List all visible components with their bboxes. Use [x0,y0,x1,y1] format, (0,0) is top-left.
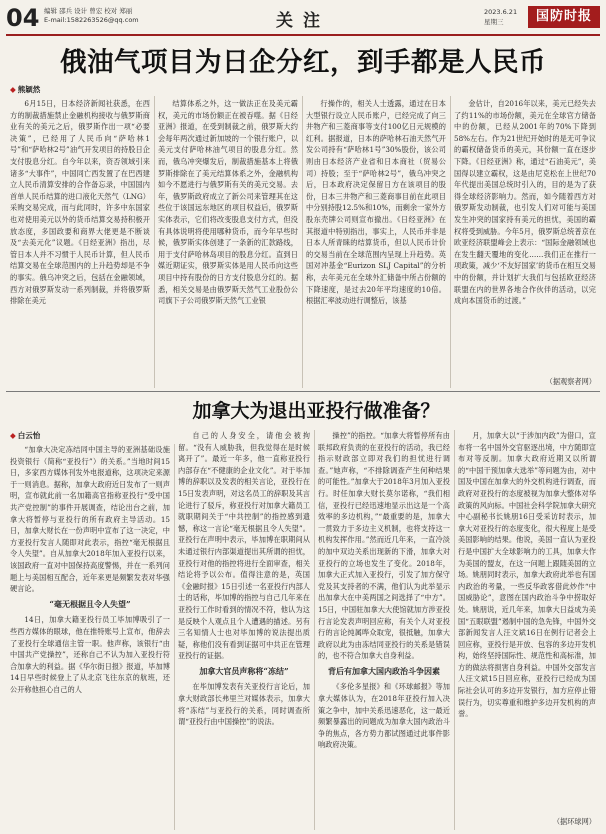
newspaper-logo: 国防时报 [528,6,600,28]
article2-column-3: 操控”的指控。“加拿大将暂停所有由联邦政府负责的在亚投行的活动，我已经指示财政部立即对我们的担忧进行调查。”她声称，“不排除调查产生何种结果的可能性。”加拿大于2018年3月加入亚投行。时任加拿大财长莫尔诺称，“我们相信，亚投行已经迅速地显示出这是一个高效率的多边机构，”“最重要的是，加拿大一贯致力于多边主义机制，也将支持这一机构发挥作用。”然而近几年来，一直冷淡的加中双边关系出现新的下滑，加拿大对亚投行的立场也发生了变化。2018年，加拿大正式加入亚投行，引发了加方保守党及其支持者的不满，他们认为此举显示出加拿大在中美两国之间选择了“中方”。15日，中国驻加拿大大使馆就加方涉亚投行言论发表声明回应称，有关个人对亚投行的言论纯属哗众取宠，很抵触，加拿大政府以此为由冻结同亚投行的关系是错误的，也不符合加拿大自身利益。 背后有加拿大国内政治斗争因素 《多伦多星报》和《环球邮报》等加拿大媒体认为，在2018年亚投行加入决策之争中，加中关系迅速恶化，这一最近频繁暴露出的问题成为加拿大国内政治斗争的焦点，各方势力都试图通过此事件影响政府决策。 [318,431,450,750]
staff-email: E-mail:1582263526@qq.com [44,16,139,24]
staff-names: 编辑 邵兵 设计 曾宏 校对 郑丽 [44,7,133,15]
author-marker-icon: ◆ [10,85,16,94]
article1-column-3: 行操作的，相关人士透露，通过在日本大型银行设立人民币账户，已经完成了向三井物产和三菱商事等支付100亿日元规模的红利。据报道，日本的萨哈林石油天然气开发公司持有“萨哈林1号”30%股份，该公司则由日本经济产业省和日本商社（贸易公司）持股；至于“萨哈林2号”，俄乌冲突之后，日本政府决定保留日方在该项目的股份，日本三井物产和三菱商事目前在此项目中分别持股12.5%和10%，而剩余一家外方股东壳牌公司则宣布撤出。《日经亚洲》在其报道中特别指出，事实上，人民币并非是日本人所青睐的结算货币，但以人民币计价的交易当前在全球范围内呈现上升趋势。英国对冲基金“Eurizon SLJ Capital”的分析称，去年美元在全球外汇储备中所占份额的下降速度，是过去20年平均速度的10倍。根据汇率波动进行调整后，该基 [306,99,446,306]
article2-subhead-3: 背后有加拿大国内政治斗争因素 [328,665,440,676]
article1-column-2: 结算体系之外，这一做法正在及美元霸权，美元的市场份额正在被吞噬。据《日经亚洲》报道，在受到制裁之前，俄罗斯大约会每年两次通过新加坡的一个银行账户，以美元支付萨哈林油气项目的股息分红。然而，俄乌冲突爆发后，制裁措施基本上将俄罗斯排除在了美元结算体系之外，金融机构如今不愿进行与俄罗斯有关的美元交易。去年，俄罗斯政府成立了新公司来管理其在这些位于该国远东地区的项目权益后，俄罗斯实体表示，它们将改变股息支付方式，但没有具体说明将使用哪种货币，而今年早些时候，俄罗斯实体创建了一条新的汇款路线，用于支付萨哈林岛项目的股息分红。直到日媒近期证实，俄罗斯实体是用人民币向这些项目中持有股份的日方支付股息分红的。据悉，相关交易是由俄罗斯天然气工业股份公司旗下子公司俄罗斯天然气工业银 [158,99,298,306]
article2-column-2: 自己的人身安全，请他会被拘留。“没有人威胁我，但我觉得在是时候离开了”。最近一年多，他一直称亚投行内部存在“不健康的企业文化”。对于毕加博的辞职以及发表的相关言论，亚投行在15日发表声明，对这名员工的辞职及其言论进行了驳斥，称亚投行对加拿大籍员工就职期间关于“中共控制”的指控感到遗憾，称这一言论“毫无根据且令人失望”。亚投行在声明中表示，毕加博在职期间从未通过银行内部渠道提出其所谓的担忧，亚投行对他的指控将进行全面审查，相关结论将予以公布。值得注意的是，英国《金融时报》15日引述一名亚投行内部人士的话称，毕加博的指控与自己几年来在亚投行工作时看到的情况不符，他认为这是反映个人观点且个人遭遇的描述。另有三名知情人士也对毕加博的说法提出质疑，称他们没有看到证据可中共正在管理亚投行的证据。 加拿大官员声称将“冻结” 在毕加博发表有关亚投行言论后，加拿大财政部长弗里兰对媒体表示，加拿大将“冻结”与亚投行的关系，同时调查所谓“亚投行由中国操控”的说法。 [178,431,310,727]
article1-source: （据观察者网） [545,377,596,386]
page-number: 04 [6,4,40,32]
article1-headline: 俄油气项目为日企分红，到手都是人民币 [60,47,546,78]
article2-source: （据环球网） [552,817,596,826]
section-divider [6,391,600,392]
column-divider [174,444,175,830]
article1-column-1: 6月15日，日本经济新闻社获悉，在西方的制裁措施禁止金融机构接收与俄罗斯商业有关的美元之后，俄罗斯作出一项“必要决策”，已经用了人民币向“萨哈林1号”和“萨哈林2号”油气开发项目的持股日企支付股息分红。自今年以来，资否领域引来诸多“大事件”，中国同亡西发置了在巴西建立人民币清算安排的合作备忘录，中国国内首单人民币结算的进口液化天然气（LNG）采购交易完成，而与此同时，许多中东国家也对使用美元以外的货币结算交易持积极开放态度，多国政要和商界大佬更是不断谈及“去美元化”议题。《日经亚洲》指出，尽管日本人并不习惯于人民币计算，但人民币结算交易在全球范围内的上升趋势却是不争的事实。俄乌冲突之后，包括在金融领域，西方对俄罗斯发动一系列制裁，并将俄罗斯排除在美元 [10,99,150,306]
staff-info [44,7,139,25]
article2-column-1: “加拿大决定冻结同中国主导的亚洲基础设施投资银行（简称“亚投行”）的关系。”当地时间15日，多家西方媒体刊发外电报道称，这项决定来源于一则消息。据称，加拿大政府近日发布了一则声明，宣布就此前一名加籍高官指称亚投行“受中国共产党控制”的事件开展调查，结论出台之前，加拿大将暂停与亚投行的所有政府主导活动。15日，加拿大财长在一份声明中宣布了这一决定，中方亚投行发言人随即对此表示，指控“毫无根据且令人失望”。自从加拿大2018年加入亚投行以来，该国政府一直对中国保持高度警惕，并在一系列问题上与美国相互配合，近年来更是频繁发表对华强硬言论。 “毫无根据且令人失望” 14日，加拿大籍亚投行员工毕加博吸引了一些西方媒体的眼球，他在推特账号上宣布，他辞去了亚投行全球通信主管一职。他声称，该银行“由中国共产党操控”，还称自己不认为加入亚投行符合加拿大的利益。据《华尔街日报》报道，毕加博14日早些时候登上了从北京飞往东京的航班，还公开称他担心自己的人 [10,445,170,694]
article1-author: 熊颖然 [17,85,41,94]
article2-column-4: 月，加拿大以“于涉加内政”为借口，宣布将一名中国外交官驱逐出境，中方随即宣布对等反制。加拿大政府近期又以所谓的“中国干预加拿大选举”等问题为由，对中国及中国在加拿大的外交机构进行调查，而政府对亚投行的态度被视为加拿大整体对华政策的风向标。中国社会科学院加拿大研究中心副秘书长姚朋16日受采访时表示，加拿大对亚投行的态度变化，很大程度上是受美国影响的结果。他说，美国一直认为亚投行是中国扩大全球影响力的工具，加拿大作为美国的盟友，在这一问题上跟随美国的立场。姚朋同时表示，加拿大政府此举也有国内政治的考量，一些反华政客借此炒作“中国威胁论”，意图在国内政治斗争中捞取好处。姚朋说，近几年来，加拿大日益成为美国“五眼联盟”遏制中国的急先锋，中国外交部新闻发言人汪文斌16日在例行记者会上回应称，亚投行是开放、包容的多边开发机构，始终坚持国际性、规范性和高标准，加方的做法将损害自身利益。中国外交部发言人汪文斌15日回应称，亚投行已经成为国际社会认可的多边开发银行，加方应停止错误行为，切实尊重和维护多边开发机构的声誉。 [458,431,596,719]
column-divider [450,96,451,388]
section-title: 关注 [276,11,330,31]
article2-byline [10,430,40,441]
issue-weekday: 星期三 [484,18,504,26]
article2-author: 白云怡 [17,431,41,440]
column-divider [314,430,315,830]
masthead [6,4,600,36]
article2-subhead-2: 加拿大官员声称将“冻结” [199,665,289,676]
article2-subhead-1: “毫无根据且令人失望” [49,598,131,609]
article2-headline: 加拿大为退出亚投行做准备？ [192,400,440,422]
issue-date-value: 2023.6.21 [484,8,518,16]
issue-date [484,7,517,27]
column-divider [302,96,303,388]
author-marker-icon: ◆ [10,431,16,440]
article1-byline [10,84,40,95]
column-divider [454,430,455,830]
column-divider [154,96,155,388]
article1-column-4: 金估计，自2016年以来，美元已经失去了约11%的市场份额，美元在全球官方储备中的份额，已经从2001年的70%下降到58%左右。作为21世纪开始时的是无可争议的霸权储备货币的美元，其份额一直在逐步下降。《日经亚洲》称，通过“石油美元”，美国得以建立霸权，这是由尼克松在上世纪70年代提出美国总统时引入的，目的是为了获得全球经济影响力。然而，如今随着西方对俄罗斯发动制裁，也引发人们对可能与美国发生冲突的国家持有美元的担忧，美国的霸权将受到威胁。今年5月，俄罗斯总统普京在欧亚经济联盟峰会上表示：“国际金融领域也在发生翻天覆地的变化……我们正在推行一项政策，减少‘不友好国家’的货币在相互交易中的份额，并计划扩大我们与包括欧亚经济联盟在内的世界各地合作伙伴的活动，以完成向本国货币的过渡。” [454,99,596,306]
